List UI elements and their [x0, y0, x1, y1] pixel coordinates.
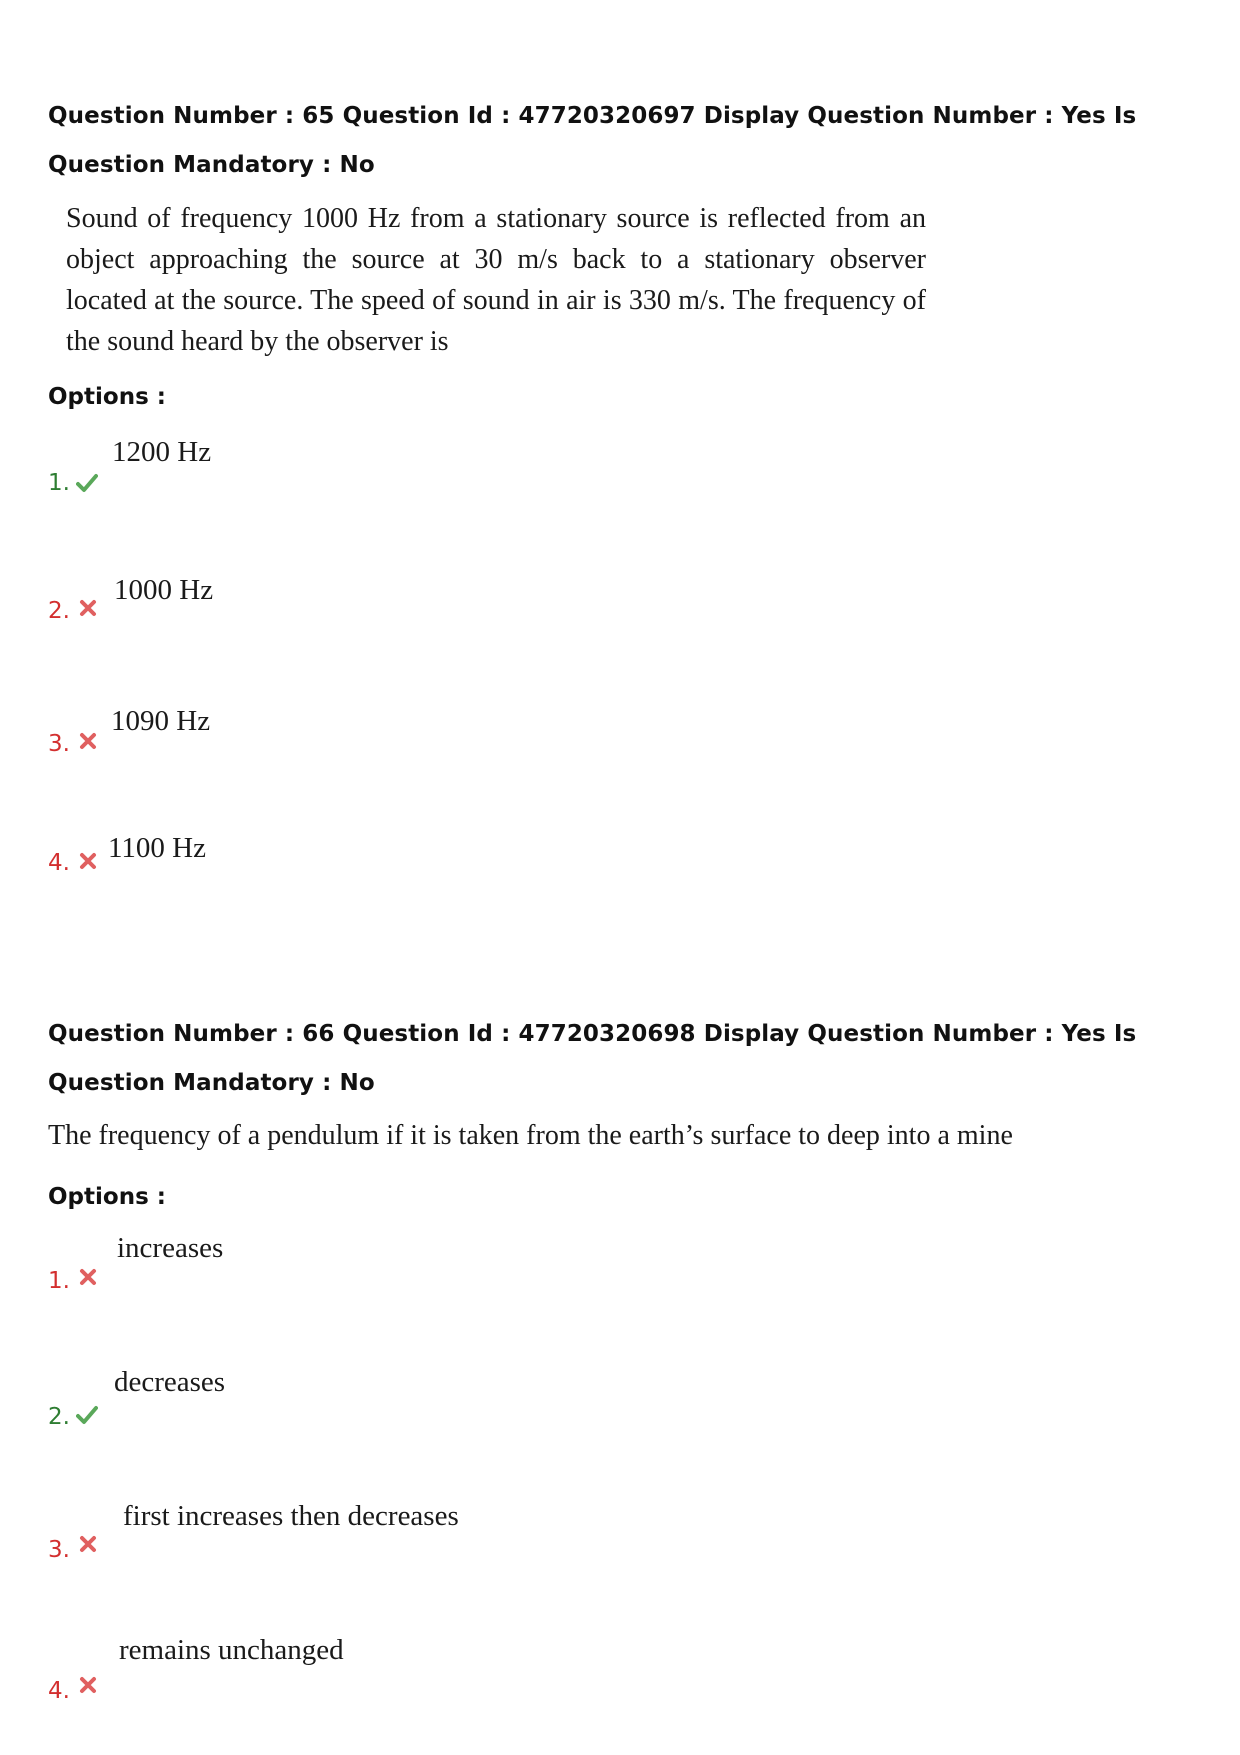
option-number: 2.: [48, 598, 70, 624]
check-icon: [76, 1404, 98, 1426]
option-number: 1.: [48, 470, 70, 496]
option-number: 3.: [48, 1537, 70, 1563]
options-label: Options :: [48, 384, 166, 410]
option-number: 3.: [48, 731, 70, 757]
cross-icon: [77, 850, 99, 872]
option-text: 1000 Hz: [114, 574, 214, 606]
cross-icon: [77, 597, 99, 619]
option-number: 4.: [48, 850, 70, 876]
option-text: remains unchanged: [119, 1634, 344, 1666]
cross-icon: [77, 1674, 99, 1696]
option-number: 1.: [48, 1268, 70, 1294]
question-text: The frequency of a pendulum if it is taken from the earth’s surface to deep into a mine: [48, 1120, 1013, 1151]
option-number: 2.: [48, 1404, 70, 1430]
check-icon: [76, 472, 98, 494]
question-text: Sound of frequency 1000 Hz from a stationary source is reflected from an object approaching the source at 30 m/s back to a stationary observer located at the source. The speed of sound in air is 330 m/s. The frequency of the sound heard by the observer is: [66, 203, 926, 357]
option-text: 1200 Hz: [112, 436, 212, 468]
option-number: 4.: [48, 1678, 70, 1704]
option-text: decreases: [114, 1366, 226, 1398]
question-header: Question Number : 65 Question Id : 47720320697 Display Question Number : Yes Is Question Mandatory : No: [48, 103, 1137, 178]
options-label: Options :: [48, 1184, 166, 1210]
option-text: first increases then decreases: [123, 1500, 459, 1532]
cross-icon: [77, 1266, 99, 1288]
cross-icon: [77, 1533, 99, 1555]
question-header: Question Number : 66 Question Id : 47720320698 Display Question Number : Yes Is Question Mandatory : No: [48, 1021, 1137, 1096]
cross-icon: [77, 730, 99, 752]
option-text: 1100 Hz: [108, 832, 206, 864]
option-text: 1090 Hz: [111, 705, 211, 737]
option-text: increases: [117, 1232, 224, 1264]
